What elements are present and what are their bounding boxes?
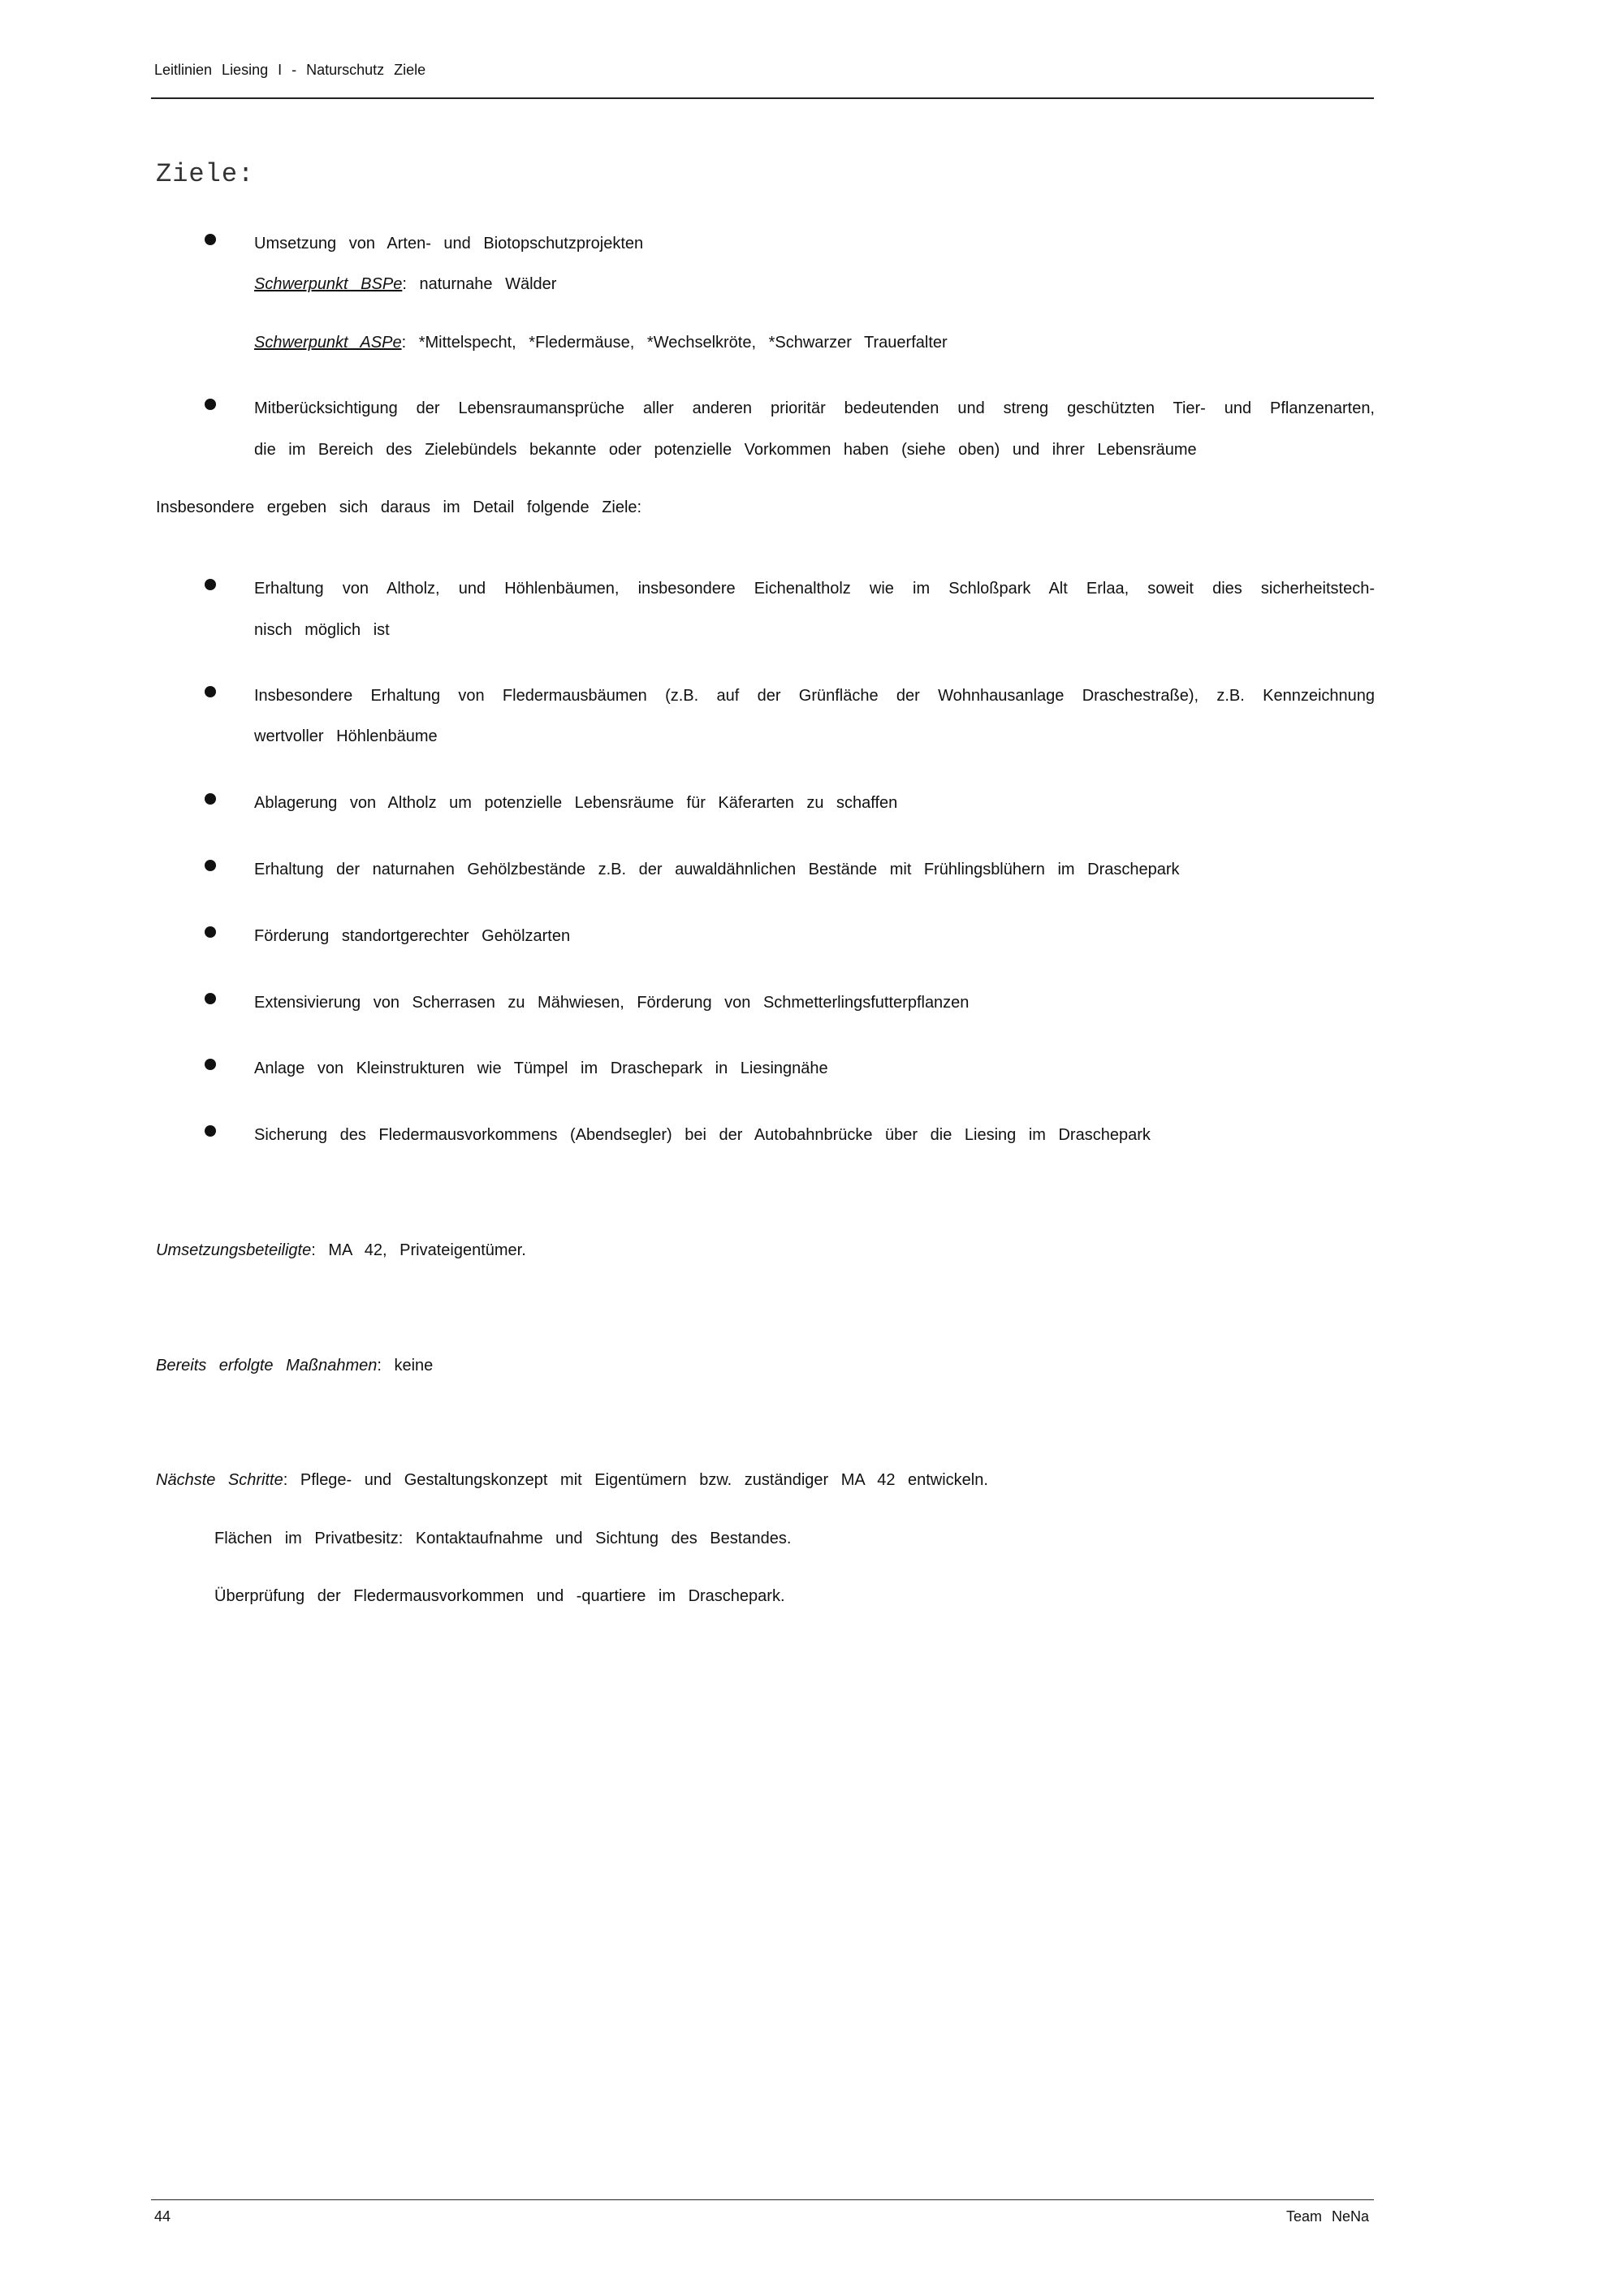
intro-item-1-sub-1 (254, 276, 556, 292)
bereits-erfolgte-massnahmen (156, 1357, 433, 1374)
detail-item-2-line-2: wertvoller Höhlenbäume (254, 727, 438, 745)
sub-label: Schwerpunkt BSPe (254, 275, 403, 293)
bullet-icon (205, 793, 216, 805)
bullet-icon (205, 860, 216, 871)
detail-item-1-line-2: nisch möglich ist (254, 621, 390, 639)
umsetzungsbeteiligte (156, 1242, 526, 1258)
detail-item-2-line-1: Insbesondere Erhaltung von Fledermausbäumen (z.B. auf der Grünfläche der Wohnhausanlage Draschestraße), z.B. Kennzeichnung (254, 688, 1375, 704)
massnahmen-text: : keine (377, 1357, 434, 1375)
sub-label: Schwerpunkt ASPe (254, 334, 402, 352)
bullet-icon (205, 1125, 216, 1137)
intro-item-2-line-1: Mitberücksichtigung der Lebensraumansprüche aller anderen prioritär bedeutenden und streng geschützten Tier- und Pflanzenarten, (254, 400, 1375, 416)
detail-item-1-line-1: Erhaltung von Altholz, und Höhlenbäumen, insbesondere Eichenaltholz wie im Schloßpark Alt Erlaa, soweit dies sicherheitstech- (254, 580, 1375, 597)
bullet-icon (205, 234, 216, 245)
umsetzung-text: : MA 42, Privateigentümer. (311, 1241, 526, 1259)
detail-item-7: Anlage von Kleinstrukturen wie Tümpel im Draschepark in Liesingnähe (254, 1060, 828, 1077)
sub-text: : *Mittelspecht, *Fledermäuse, *Wechselkröte, *Schwarzer Trauerfalter (401, 334, 948, 352)
footer-team: Team NeNa (1285, 2208, 1369, 2225)
bullet-icon (205, 579, 216, 590)
bullet-icon (205, 993, 216, 1004)
detail-item-4: Erhaltung der naturnahen Gehölzbestände z.B. der auwaldähnlichen Bestände mit Frühlingsblühern im Draschepark (254, 861, 1180, 878)
detail-item-3: Ablagerung von Altholz um potenzielle Lebensräume für Käferarten zu schaffen (254, 794, 898, 812)
schritte-label: Nächste Schritte (156, 1471, 283, 1489)
bullet-icon (205, 926, 216, 938)
massnahmen-label: Bereits erfolgte Maßnahmen (156, 1357, 378, 1375)
umsetzung-label: Umsetzungsbeteiligte (156, 1241, 312, 1259)
intro-item-1: Umsetzung von Arten- und Biotopschutzprojekten (254, 235, 644, 252)
bullet-icon (205, 399, 216, 410)
bullet-icon (205, 1059, 216, 1070)
bullet-icon (205, 686, 216, 697)
header-rule (151, 97, 1374, 99)
footer-rule (151, 2199, 1374, 2200)
section-title: Ziele: (156, 159, 255, 189)
detail-item-6: Extensivierung von Scherrasen zu Mähwiesen, Förderung von Schmetterlingsfutterpflanzen (254, 994, 970, 1012)
schritte-sub-1: Flächen im Privatbesitz: Kontaktaufnahme und Sichtung des Bestandes. (214, 1530, 792, 1547)
intro-item-1-sub-2 (254, 334, 948, 351)
sub-text: : naturnahe Wälder (402, 275, 557, 293)
detail-item-5: Förderung standortgerechter Gehölzarten (254, 927, 571, 945)
detail-intro: Insbesondere ergeben sich daraus im Detail folgende Ziele: (156, 498, 642, 516)
schritte-text: : Pflege- und Gestaltungskonzept mit Eigentümern bzw. zuständiger MA 42 entwickeln. (283, 1471, 988, 1489)
running-header: Leitlinien Liesing I - Naturschutz Ziele (154, 62, 426, 78)
schritte-sub-2: Überprüfung der Fledermausvorkommen und -quartiere im Draschepark. (214, 1587, 785, 1605)
naechste-schritte (156, 1472, 988, 1488)
page-number: 44 (154, 2208, 171, 2225)
intro-item-2-line-2: die im Bereich des Zielebündels bekannte oder potenzielle Vorkommen haben (siehe oben) und ihrer Lebensräume (254, 441, 1197, 459)
detail-item-8: Sicherung des Fledermausvorkommens (Abendsegler) bei der Autobahnbrücke über die Liesing im Draschepark (254, 1126, 1151, 1144)
